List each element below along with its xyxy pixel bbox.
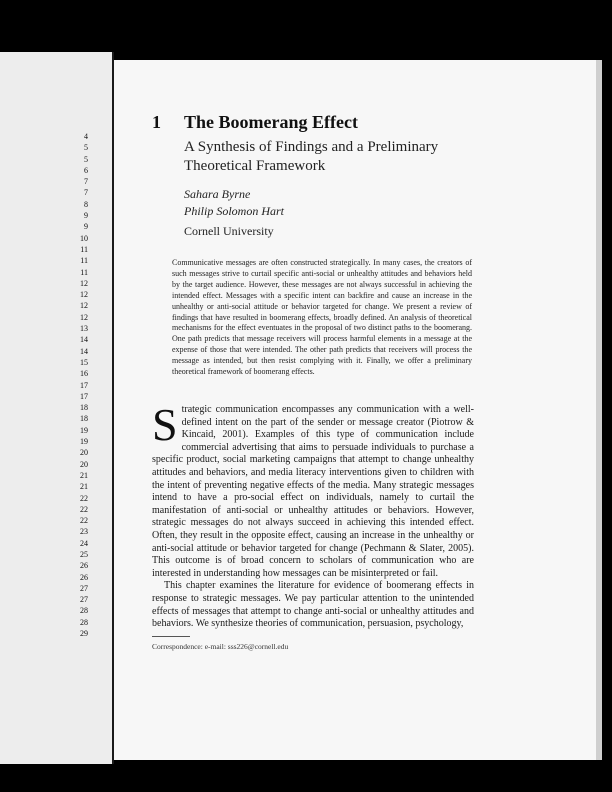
- line-number: 18: [80, 414, 88, 424]
- line-number: 11: [80, 244, 88, 254]
- line-number: 24: [80, 538, 88, 548]
- body-text: [152, 399, 474, 631]
- paragraph-text: trategic communication encompasses any communication with a well-defined intent on the part of the sender or message creator (Piotrow & Kincaid, 2001). Examples of this type of communication include commercial advertising that aims to persuade individuals to purchase a specific product, social marketing campaigns that attempt to change unhealthy attitudes and behaviors, and media literacy interventions given to children with the intent of preventing negative effects of the media. Many strategic messages intend to have a pro-social effect on individuals, namely to curtail the manifestation of anti-social or unhealthy attitudes or behaviors. However, strategic messages do not always succeed in achieving this intended effect. Often, they result in the opposite effect, causing an increase in the unhealthy or anti-social attitude or behavior targeted for change (Pechmann & Slater, 2005). This outcome is of broad concern to scholars of communication who are interested in understanding how messages can be misinterpreted or fail.: [152, 404, 474, 579]
- page-edge-shadow: [596, 60, 602, 760]
- line-number: 26: [80, 561, 88, 571]
- line-number: 11: [80, 267, 88, 277]
- line-number: 23: [80, 527, 88, 537]
- affiliation: Cornell University: [184, 224, 274, 238]
- line-number: 11: [80, 256, 88, 266]
- line-number: 16: [80, 369, 88, 379]
- line-number: 15: [80, 357, 88, 367]
- paragraph: [152, 399, 474, 580]
- chapter-number: 1: [152, 112, 161, 132]
- paragraph: This chapter examines the literature for evidence of boomerang effects in response to strategic messages. We pay particular attention to the unintended effects of messages that attempt to change anti-social or unhealthy attitudes and behaviors. We synthesize theories of communication, persuasion, psychology,: [152, 580, 474, 630]
- abstract: Communicative messages are often constructed strategically. In many cases, the creators of such messages strive to curtail specific anti-social or unhealthy attitudes and behaviors held by the target audience. However, these messages are not always successful in achieving the intended effect. Messages with a specific intent can backfire and cause an increase in the unhealthy or anti-social attitude or behavior targeted for change. We present a review of findings that have resulted in boomerang effects, broadly defined. An analysis of theoretical mechanisms for the effect eventuates in the proposal of two distinct paths to the boomerang. One path predicts that message receivers will process harmful elements in a message at the expense of those that were intended. The other path predicts that receivers will process the message as intended, but then resist complying with it. Finally, we offer a preliminary theoretical framework of boomerang effects.: [172, 258, 472, 377]
- line-number: 12: [80, 301, 88, 311]
- line-number: 13: [80, 324, 88, 334]
- line-number: 17: [80, 391, 88, 401]
- line-number: 20: [80, 448, 88, 458]
- line-number: 27: [80, 583, 88, 593]
- line-number: 7: [84, 177, 88, 187]
- line-number: 20: [80, 459, 88, 469]
- line-number: 19: [80, 425, 88, 435]
- line-number: 12: [80, 312, 88, 322]
- footnote: Correspondence: e-mail: sss226@cornell.edu: [152, 642, 289, 651]
- line-number: 29: [80, 629, 88, 639]
- line-number: 9: [84, 211, 88, 221]
- line-number: 22: [80, 516, 88, 526]
- line-number: 21: [80, 470, 88, 480]
- line-number: 12: [80, 290, 88, 300]
- line-number: 14: [80, 335, 88, 345]
- line-number: 26: [80, 572, 88, 582]
- drop-cap: S: [152, 399, 178, 450]
- line-number: 5: [84, 143, 88, 153]
- line-number: 27: [80, 595, 88, 605]
- line-number: 9: [84, 222, 88, 232]
- line-number: 19: [80, 437, 88, 447]
- line-number: 22: [80, 493, 88, 503]
- line-number: 6: [84, 165, 88, 175]
- author-name: Philip Solomon Hart: [184, 204, 285, 218]
- left-page-margin: [0, 52, 114, 764]
- line-number: 21: [80, 482, 88, 492]
- author-name: Sahara Byrne: [184, 187, 251, 201]
- line-number: 28: [80, 606, 88, 616]
- line-number: 17: [80, 380, 88, 390]
- line-number: 4: [84, 132, 88, 141]
- line-number: 22: [80, 504, 88, 514]
- line-number: 8: [84, 199, 88, 209]
- footnote-rule: [152, 636, 190, 637]
- author-list: [184, 186, 284, 220]
- line-number: 28: [80, 617, 88, 627]
- line-number: 12: [80, 278, 88, 288]
- line-number: 10: [80, 233, 88, 243]
- chapter-title: The Boomerang Effect: [184, 112, 358, 132]
- line-number: 18: [80, 403, 88, 413]
- line-number: 14: [80, 346, 88, 356]
- line-number: 5: [84, 154, 88, 164]
- chapter-subtitle: A Synthesis of Findings and a Preliminary Theoretical Framework: [184, 139, 439, 174]
- line-number: 25: [80, 549, 88, 559]
- line-numbers: [58, 131, 88, 639]
- line-number: 7: [84, 188, 88, 198]
